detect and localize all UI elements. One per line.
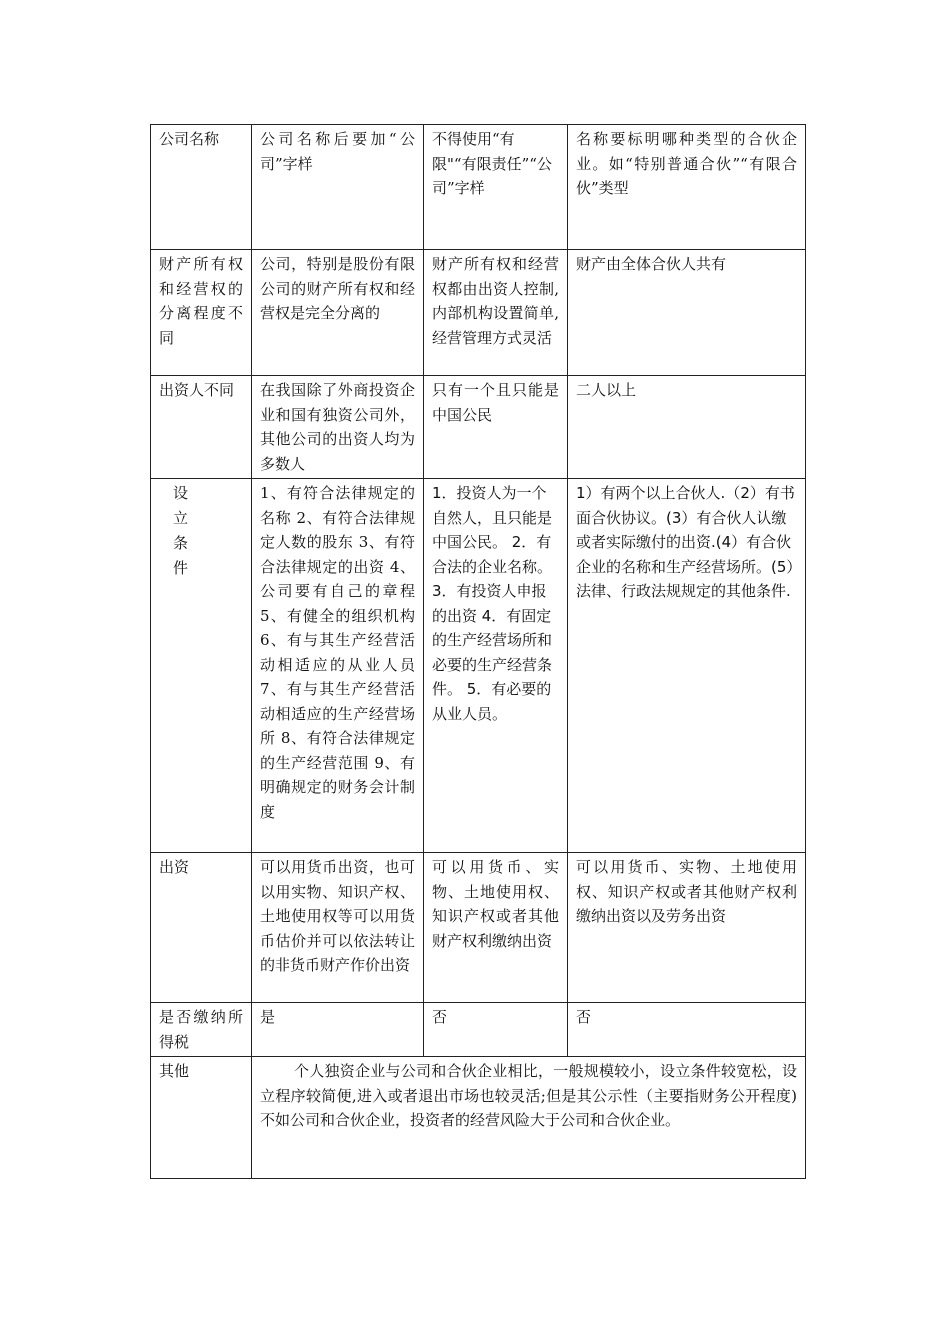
row-label-contribution: 出资 <box>151 853 252 1003</box>
cell-company-contribution: 可以用货币出资，也可以用实物、知识产权、土地使用权等可以用货币估价并可以依法转让的非货币财产作价出资 <box>252 853 424 1003</box>
cell-partner-conditions: 1）有两个以上合伙人.（2）有书面合伙协议。(3）有合伙人认缴或者实际缴付的出资.(4）有合伙企业的名称和生产经营场所。(5）法律、行政法规规定的其他条件. <box>568 479 806 853</box>
cell-partner-investors: 二人以上 <box>568 376 806 479</box>
row-label-conditions <box>151 479 252 853</box>
label-char: 立 <box>173 509 189 527</box>
cell-company-name: 公司名称后要加“公司”字样 <box>252 125 424 250</box>
cell-company-investors: 在我国除了外商投资企业和国有独资公司外，其他公司的出资人均为多数人 <box>252 376 424 479</box>
label-char: 设 <box>173 484 189 502</box>
table-row <box>151 853 806 1003</box>
label-char: 件 <box>173 559 189 577</box>
cell-partner-tax: 否 <box>568 1003 806 1057</box>
cell-partner-name: 名称要标明哪种类型的合伙企业。如“特别普通合伙”“有限合伙”类型 <box>568 125 806 250</box>
row-label-investors: 出资人不同 <box>151 376 252 479</box>
cell-sole-contribution: 可以用货币、实物、土地使用权、知识产权或者其他财产权利缴纳出资 <box>424 853 568 1003</box>
cell-company-conditions: 1、有符合法律规定的名称 2、有符合法律规定人数的股东 3、有符合法律规定的出资 4、公司要有自己的章程 5、有健全的组织机构 6、有与其生产经营活动相适应的从业人员 7、有与其生产经营活动相适应的生产经营场所 8、有符合法律规定的生产经营范围 9、有明确规定的财务会计制度 <box>252 479 424 853</box>
row-label-other: 其他 <box>151 1057 252 1179</box>
row-label-ownership: 财产所有权和经营权的分离程度不同 <box>151 250 252 376</box>
label-char: 条 <box>173 534 189 552</box>
row-label-income-tax: 是否缴纳所得税 <box>151 1003 252 1057</box>
cell-company-ownership: 公司，特别是股份有限公司的财产所有权和经营权是完全分离的 <box>252 250 424 376</box>
cell-other-text: 个人独资企业与公司和合伙企业相比，一般规模较小，设立条件较宽松，设立程序较简便,进入或者退出市场也较灵活;但是其公示性（主要指财务公开程度)不如公司和合伙企业，投资者的经营风险大于公司和合伙企业。 <box>252 1057 806 1179</box>
cell-sole-conditions: 1．投资人为一个自然人，且只能是中国公民。 2．有合法的企业名称。 3．有投资人申报的出资 4．有固定的生产经营场所和必要的生产经营条件。 5．有必要的从业人员。 <box>424 479 568 853</box>
table-row <box>151 250 806 376</box>
table-row <box>151 479 806 853</box>
cell-company-tax: 是 <box>252 1003 424 1057</box>
comparison-table <box>150 124 806 1179</box>
cell-partner-ownership: 财产由全体合伙人共有 <box>568 250 806 376</box>
cell-sole-investors: 只有一个且只能是中国公民 <box>424 376 568 479</box>
row-label-company-name: 公司名称 <box>151 125 252 250</box>
cell-sole-name: 不得使用“有限"“有限责任”“公司”字样 <box>424 125 568 250</box>
cell-sole-ownership: 财产所有权和经营权都由出资人控制,内部机构设置简单,经营管理方式灵活 <box>424 250 568 376</box>
table-row <box>151 1003 806 1057</box>
table-row <box>151 376 806 479</box>
cell-sole-tax: 否 <box>424 1003 568 1057</box>
table-row <box>151 1057 806 1179</box>
table-row <box>151 125 806 250</box>
cell-partner-contribution: 可以用货币、实物、土地使用权、知识产权或者其他财产权利缴纳出资以及劳务出资 <box>568 853 806 1003</box>
